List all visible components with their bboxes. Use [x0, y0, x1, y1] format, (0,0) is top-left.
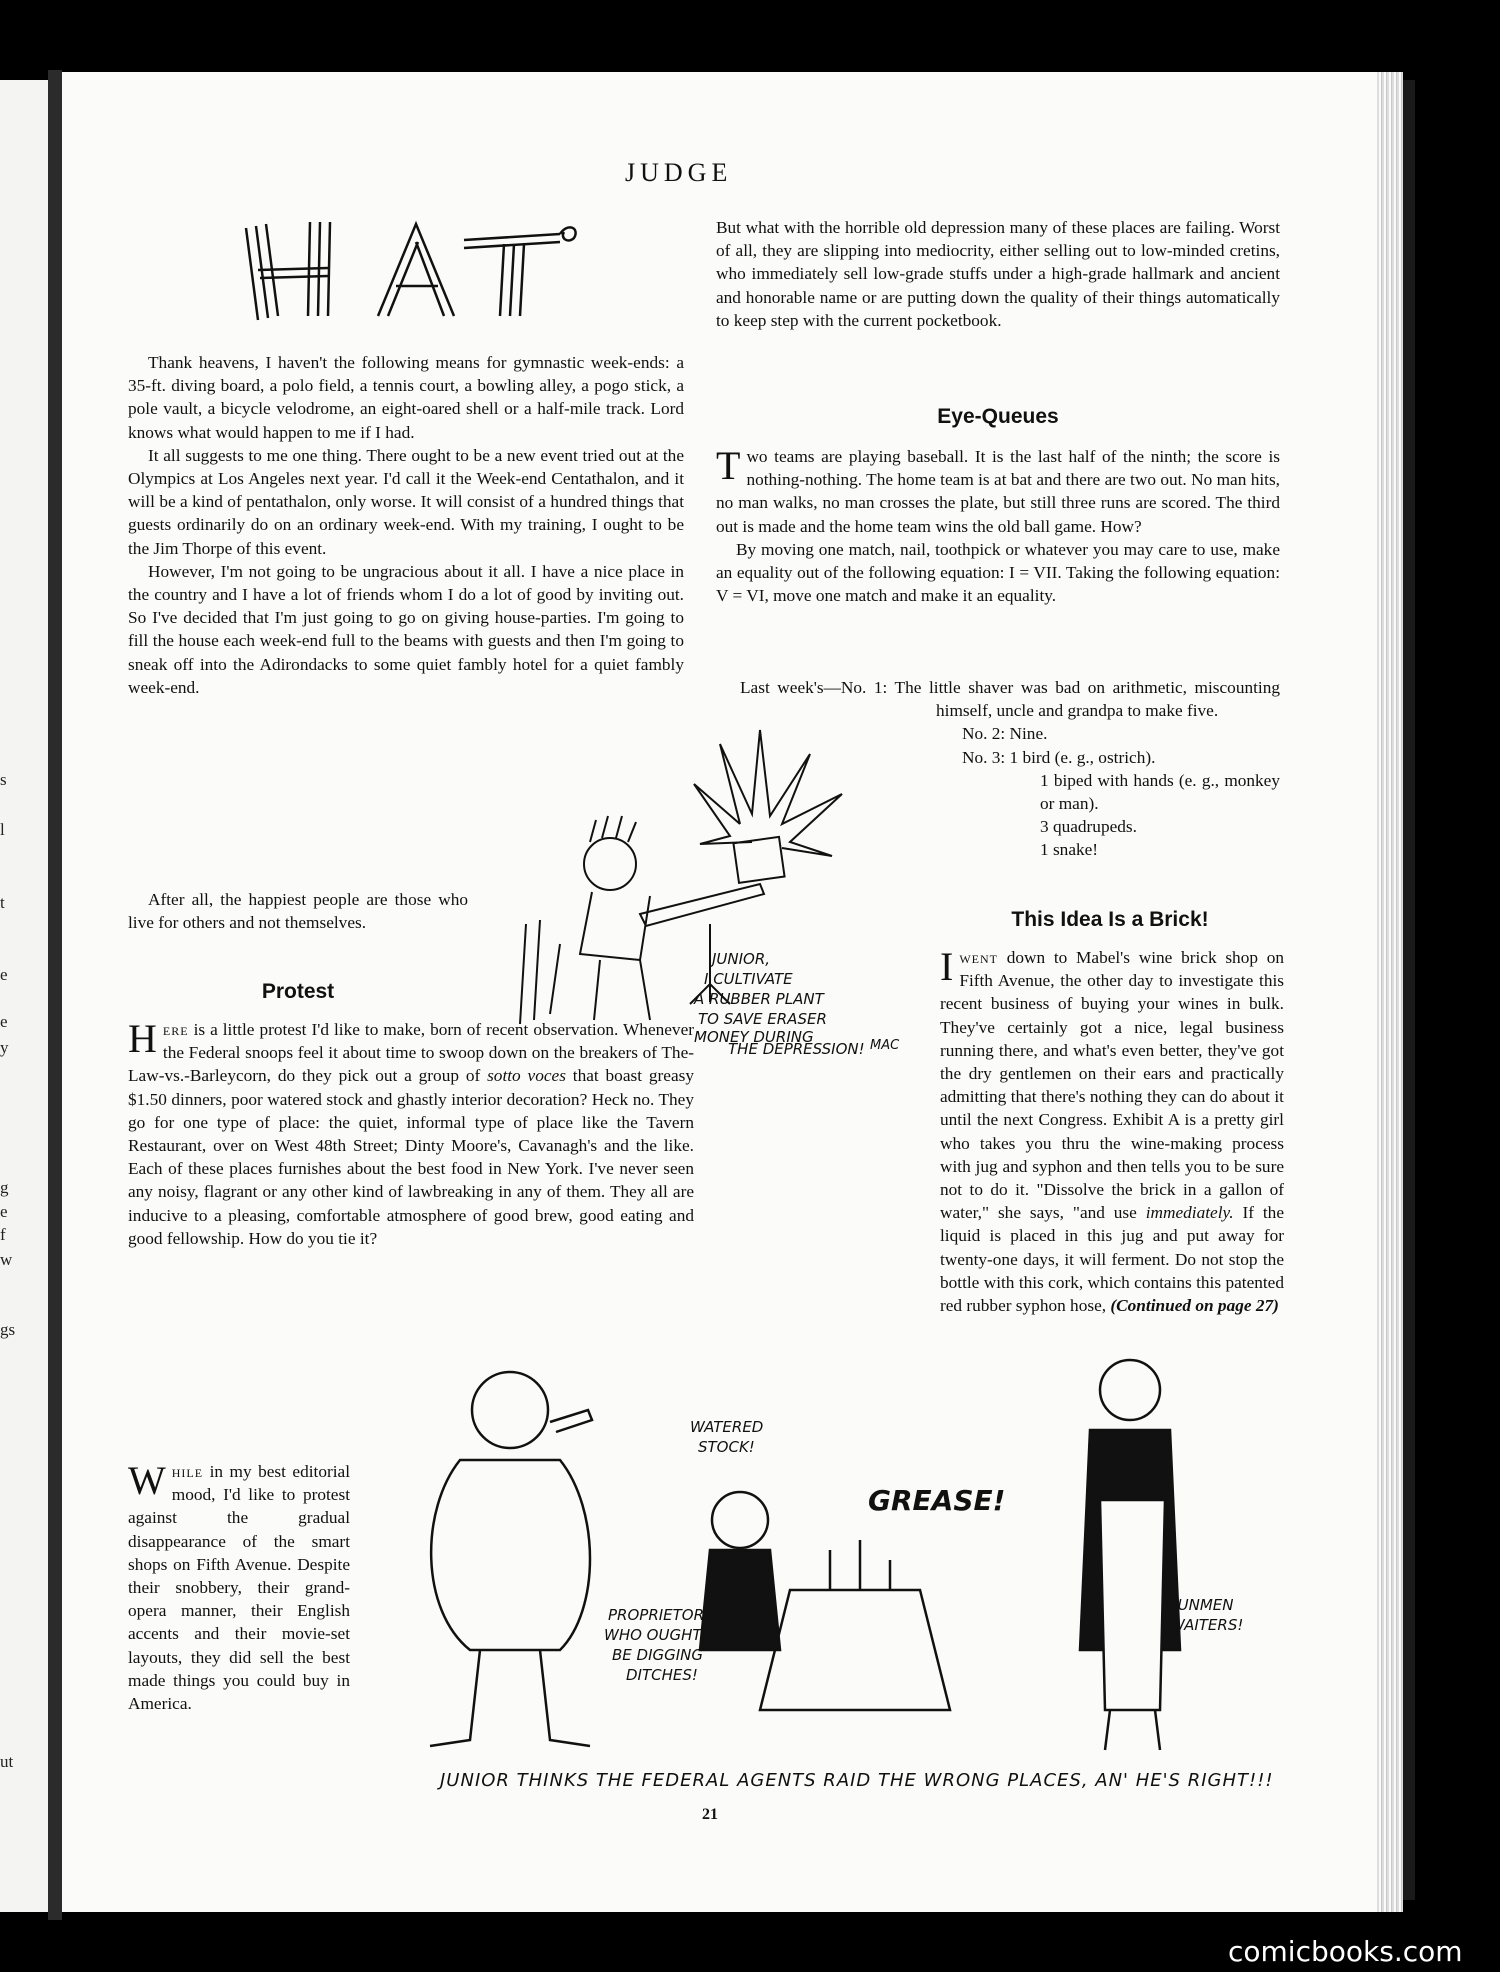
eye-queues-puzzle: [716, 445, 1280, 538]
cartoon1-speech-line: MONEY DURING: [694, 1028, 814, 1046]
page-stack-edge: [1377, 72, 1403, 1912]
while-text: in my best editorial mood, I'd like to protest against the gradual disappearance of the smart shops on Fifth Avenue. Despite their snobbery, their grand-opera manner, their English accents and their movie-set layouts, they did sell the best made things you could buy in America.: [128, 1462, 350, 1714]
cartoon1-speech-line: A RUBBER PLANT: [694, 990, 824, 1008]
eye-queues-match-puzzle: By moving one match, nail, toothpick or whatever you may care to use, make an equality out of the following equation: I = VII. Taking the following equation: V = VI, move one match and make it an equality.: [716, 539, 1280, 606]
proprietors-label: BE DIGGING: [612, 1646, 704, 1664]
prev-page-fragment: w: [0, 1250, 13, 1269]
prev-page-fragment: e: [0, 965, 8, 984]
gunmen-label: GUNMEN: [1166, 1596, 1234, 1614]
cartoon1-signature: MAC: [870, 1038, 900, 1053]
masthead: JUDGE: [625, 158, 733, 187]
protest-smallcaps: ere: [162, 1020, 189, 1039]
brick-heading: This Idea Is a Brick!: [1011, 908, 1209, 931]
answer-3a: No. 3: 1 bird (e. g., ostrich).: [962, 747, 1156, 767]
protest-italic: sotto voces: [487, 1066, 566, 1086]
intro-paragraph: [128, 560, 684, 699]
intro-paragraph: It all suggests to me one thing. There ought to be a new event tried out at the Olympics at Los Angeles next year. I'd call it the Week-end Centathalon, and it will be a kind of pentathalon, only worse. It will consist of a hundred things that guests ordinarily do on an ordinary week-end. With my training, I ought to be the Jim Thorpe of this event.: [128, 445, 684, 558]
cartoon-caption: JUNIOR THINKS THE FEDERAL AGENTS RAID THE WRONG PLACES, AN' HE'S RIGHT!!!: [440, 1770, 1274, 1791]
depression-paragraph: But what with the horrible old depression many of these places are failing. Worst of all, they are slipping into mediocrity, either selling out to low-minded cretins, who immediately sell low-grade stuffs under a high-grade hallmark and ancient and honorable name or are putting down the quality of their things automatically to keep step with the current pocketbook.: [716, 218, 1280, 330]
proprietors-label: DITCHES!: [626, 1666, 698, 1684]
brick-dropcap: I: [940, 944, 954, 989]
left-column-after: [128, 888, 468, 934]
brick-text-2: If the liquid is placed in this jug and put away for twenty-one days, it will ferment. Do not stop the bottle with this cork, which contains this patented red rubber syphon hose,: [940, 1203, 1284, 1316]
prev-page-fragment: t: [0, 893, 5, 912]
intro-paragraph: Thank heavens, I haven't the following means for gymnastic week-ends: a 35-ft. diving board, a polo field, a tennis court, a bowling alley, a pogo stick, a pole vault, a bicycle velodrome, an eight-oared shell or a half-mile track. Lord knows what would happen to me if I had.: [128, 353, 684, 442]
while-smallcaps: hile: [171, 1462, 204, 1481]
brick-article-top: [940, 946, 1284, 1317]
watered-stock-label: WATERED: [690, 1418, 764, 1436]
while-article: [128, 1460, 350, 1715]
cartoon1-speech-line: I CULTIVATE: [704, 970, 793, 988]
prev-page-fragment: e: [0, 1202, 8, 1221]
gunmen-label: WAITERS!: [1170, 1616, 1244, 1634]
protest-text-2: that boast greasy $1.50 dinners, poor watered stock and ghastly interior decoration? Heck no. They go for one type of place: the quiet, informal type of place like the Tavern Restaurant, over on West 48th Street; Dinty Moore's, Cavanagh's and the like. Each of these places furnishes about the best food in New York. I've never seen any noisy, flagrant or any other kind of lawbreaking in any of them. They all are inducive to a pleasing, comfortable atmosphere of good brew, good eating and good fellowship. How do you tie it?: [128, 1066, 694, 1248]
grease-label: GREASE!: [868, 1484, 1006, 1517]
proprietors-label: PROPRIETORS: [608, 1606, 714, 1624]
eye-queues-article: [716, 445, 1280, 607]
book-cover-edge: [1403, 80, 1415, 1900]
eye-queues-heading: Eye-Queues: [937, 405, 1059, 428]
prev-page-fragment: l: [0, 820, 5, 839]
prev-page-fragment: ut: [0, 1752, 14, 1771]
right-column-top: [716, 216, 1280, 332]
proprietors-label: WHO OUGHT TO: [604, 1626, 728, 1644]
cartoon1-speech-line: TO SAVE ERASER: [698, 1010, 827, 1028]
answer-3c: 3 quadrupeds.: [1040, 817, 1137, 837]
prev-page-fragment: f: [0, 1225, 6, 1244]
watermark: comicbooks.com: [1228, 1935, 1463, 1968]
intro-paragraph: After all, the happiest people are those who live for others and not themselves.: [128, 890, 468, 933]
protest-dropcap: H: [128, 1016, 157, 1061]
prev-page-fragment: e: [0, 1012, 8, 1031]
page-number: 21: [702, 1806, 718, 1823]
answer-1: Last week's—No. 1: The little shaver was bad on arithmetic, miscounting himself, uncle and grandpa to make five.: [740, 678, 1280, 721]
prev-page-fragment: y: [0, 1038, 9, 1057]
hat-logo-text: HAT: [238, 212, 240, 213]
prev-page-fragment: s: [0, 770, 7, 789]
federal-agents-cartoon: [360, 1350, 1310, 1760]
prev-page-fragment: g: [0, 1178, 9, 1197]
prev-page-fragment: gs: [0, 1320, 16, 1339]
protest-text: is a little protest I'd like to make, born of recent observation. Whenever the Federal snoops feel it about time to swoop down on the breakers of The-Law-vs.-Barleycorn, do they pick out a group of: [128, 1020, 694, 1086]
book-spine: [48, 70, 62, 1920]
brick-italic: immediately.: [1145, 1203, 1234, 1223]
answer-2: No. 2: Nine.: [962, 724, 1048, 744]
rubber-plant-cartoon: [490, 724, 940, 1054]
while-dropcap: W: [128, 1458, 166, 1503]
cartoon1-speech-line: JUNIOR,: [712, 950, 771, 968]
cartoon1-speech-line: THE DEPRESSION!: [728, 1040, 865, 1054]
brick-paragraph: [940, 946, 1284, 1317]
eye-queues-text: wo teams are playing baseball. It is the last half of the ninth; the score is nothing-nothing. The home team is at bat and there are two out. No man hits, no man walks, no man crosses the plate, but still three runs are scored. The third out is made and the home team wins the old ball game. How?: [716, 447, 1280, 536]
continued-reference: (Continued on page 27): [1110, 1296, 1279, 1316]
answer-3d: 1 snake!: [1040, 840, 1099, 860]
answer-3b: 1 biped with hands (e. g., monkey or man).: [1040, 770, 1280, 814]
protest-heading: Protest: [261, 980, 335, 1003]
intro-paragraph-text: However, I'm not going to be ungracious about it all. I have a nice place in the country and I have a lot of friends whom I do a lot of good by inviting out. So I've decided that I'm just going to go on giving house-parties. I'm going to fill the house each week-end full to the beams with guests and then I'm going to sneak off into the Adirondacks to some quiet fambly hotel for a quiet fambly week-end.: [128, 561, 684, 697]
brick-smallcaps: went: [959, 948, 998, 967]
while-paragraph: [128, 1460, 350, 1715]
hat-logo: [238, 212, 578, 322]
watered-stock-label: STOCK!: [698, 1438, 755, 1456]
previous-page-edge: [0, 80, 48, 1912]
eye-queues-dropcap: T: [716, 443, 741, 488]
left-column-intro: [128, 351, 684, 699]
brick-text: down to Mabel's wine brick shop on Fifth Avenue, the other day to investigate this recent business of buying your wines in bulk. They've certainly got a nice, legal business running there, and what's even better, they've got the dry gentlemen on their ears and practically admitting that there's nothing they can do about it until the next Congress. Exhibit A is a pretty girl who takes you thru the wine-making process with jug and syphon and then tells you to be sure not to do it. "Dissolve the brick in a gallon of water," she says, "and use: [940, 948, 1284, 1223]
